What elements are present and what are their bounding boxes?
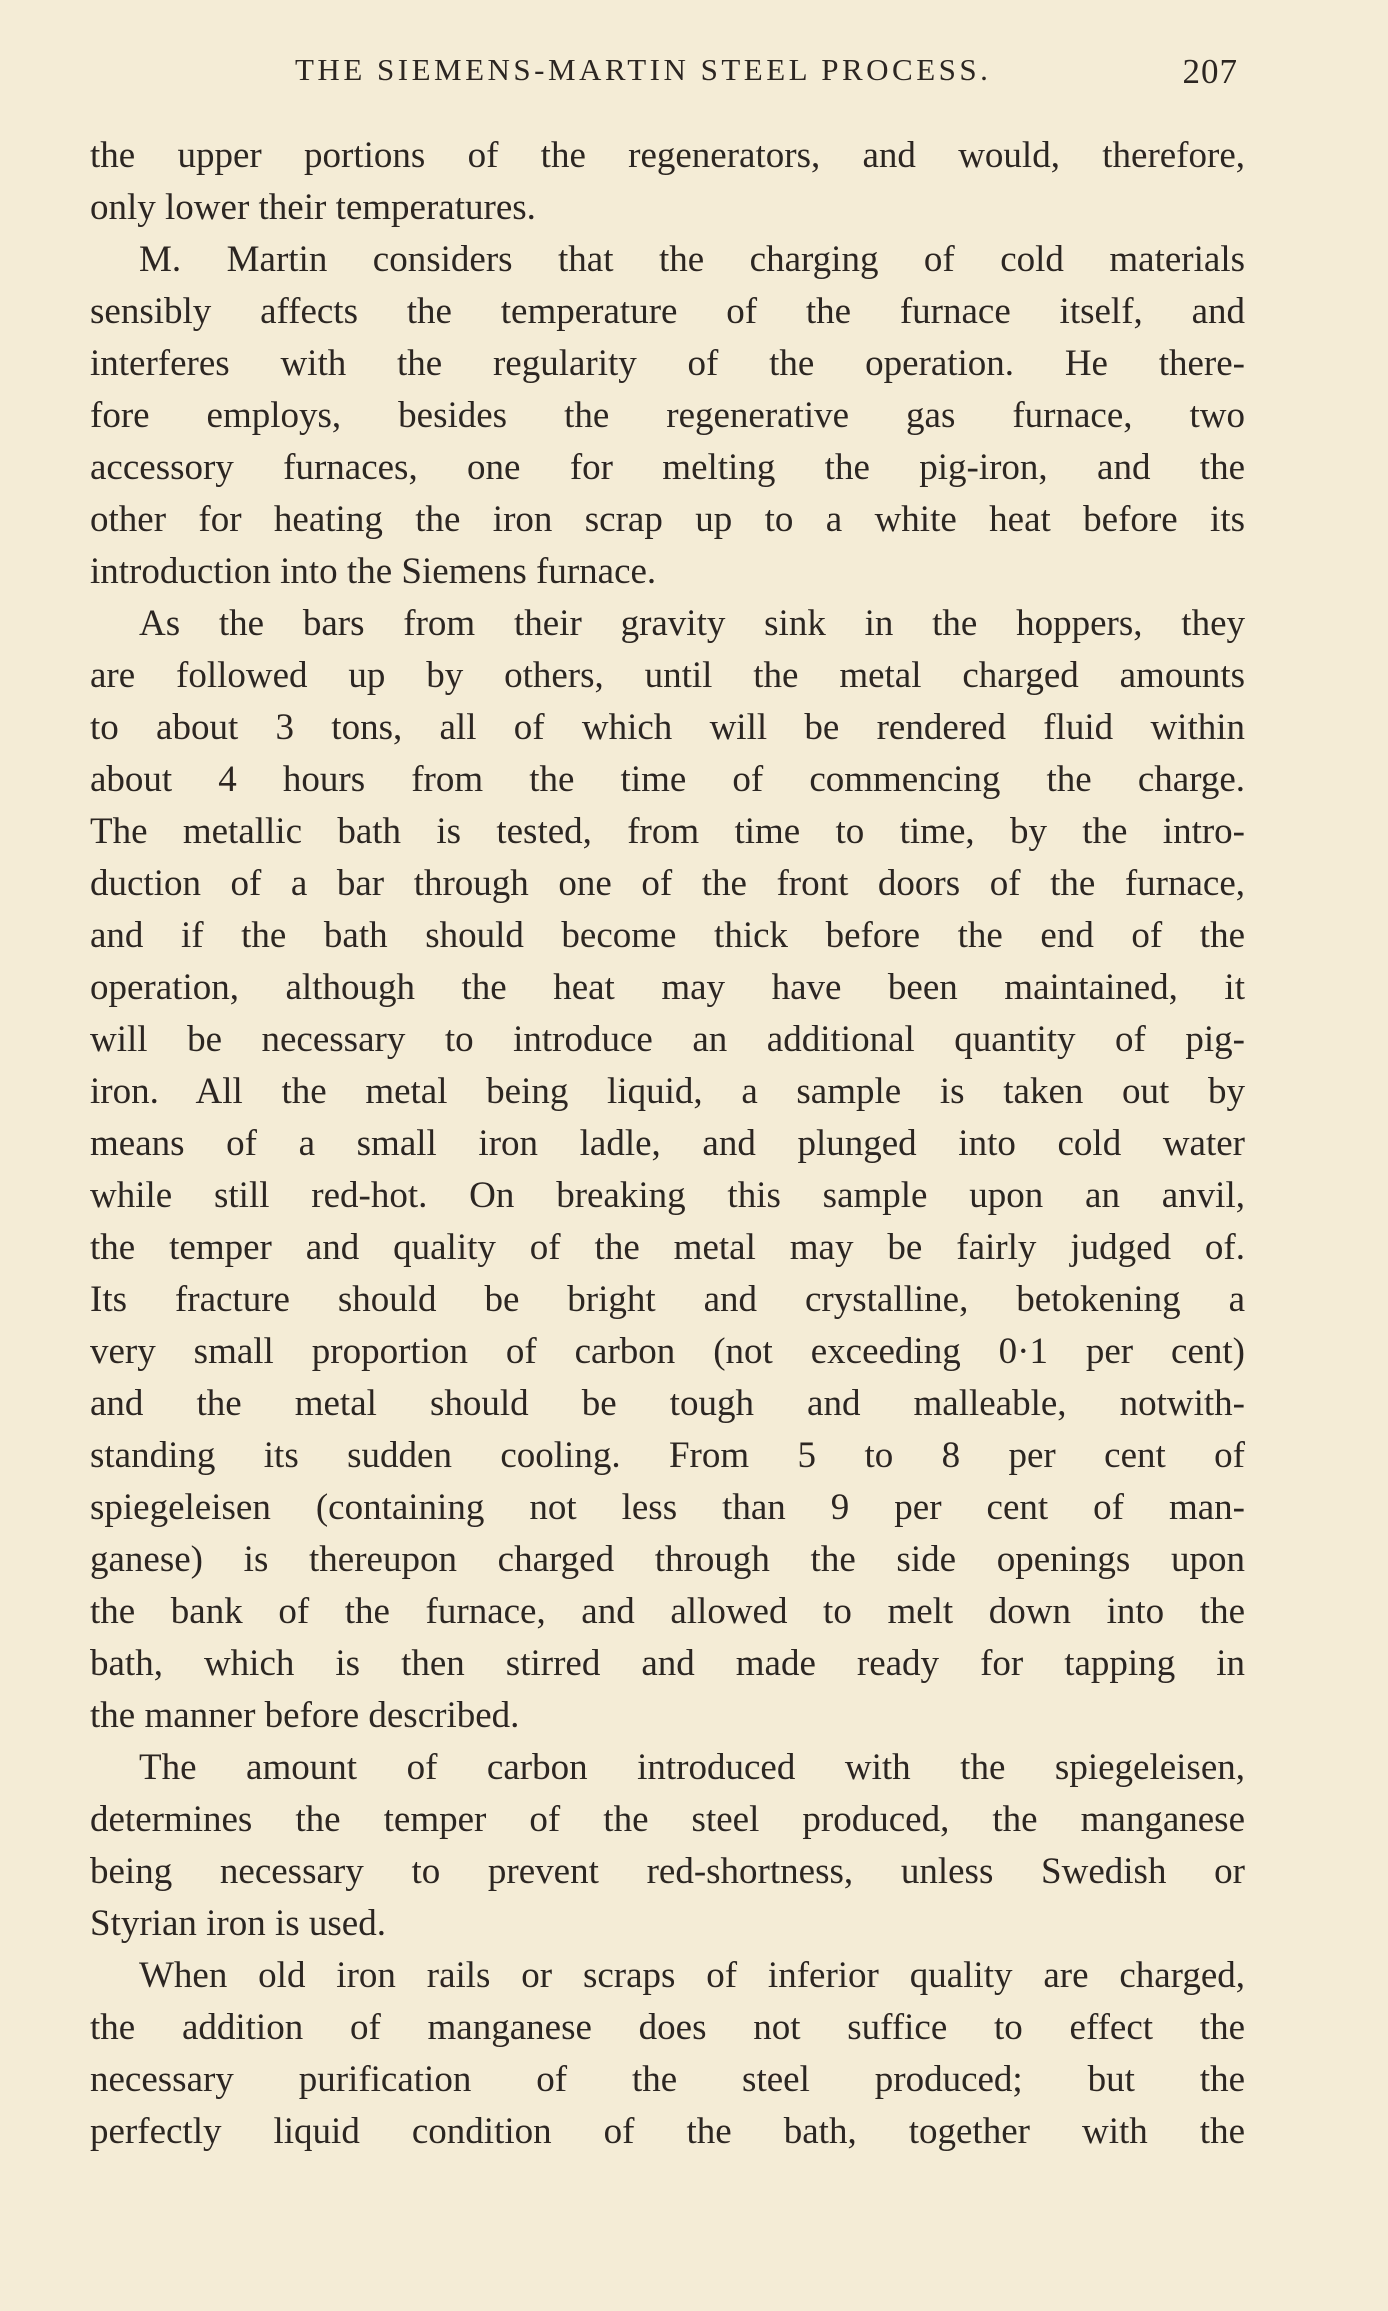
text-line: only lower their temperatures. <box>90 187 536 228</box>
text-line: sensibly affects the temperature of the furnace itself, and <box>90 291 1245 332</box>
running-header <box>90 52 1238 100</box>
text-line: The amount of carbon introduced with the spiegeleisen, <box>139 1747 1245 1788</box>
text-line: determines the temper of the steel produced, the manganese <box>90 1799 1245 1840</box>
text-line: perfectly liquid condition of the bath, together with the <box>90 2111 1245 2152</box>
text-line: means of a small iron ladle, and plunged into cold water <box>90 1123 1245 1164</box>
text-line: being necessary to prevent red-shortness, unless Swedish or <box>90 1851 1245 1892</box>
text-line: interferes with the regularity of the operation. He there- <box>90 343 1245 384</box>
text-line: accessory furnaces, one for melting the pig-iron, and the <box>90 447 1245 488</box>
text-line: the bank of the furnace, and allowed to melt down into the <box>90 1591 1245 1632</box>
body-text <box>90 130 1245 2158</box>
text-line: will be necessary to introduce an additional quantity of pig- <box>90 1019 1245 1060</box>
text-line: bath, which is then stirred and made ready for tapping in <box>90 1643 1245 1684</box>
text-line: ganese) is thereupon charged through the side openings upon <box>90 1539 1245 1580</box>
text-line: iron. All the metal being liquid, a sample is taken out by <box>90 1071 1245 1112</box>
text-line: while still red-hot. On breaking this sample upon an anvil, <box>90 1175 1245 1216</box>
text-line: operation, although the heat may have been maintained, it <box>90 967 1245 1008</box>
text-line: introduction into the Siemens furnace. <box>90 551 657 592</box>
text-line: The metallic bath is tested, from time to time, by the intro- <box>90 811 1245 852</box>
text-line: duction of a bar through one of the front doors of the furnace, <box>90 863 1245 904</box>
text-line: Its fracture should be bright and crystalline, betokening a <box>90 1279 1245 1320</box>
text-line: the upper portions of the regenerators, and would, therefore, <box>90 135 1245 176</box>
text-line: the temper and quality of the metal may be fairly judged of. <box>90 1227 1245 1268</box>
text-line: and the metal should be tough and malleable, notwith- <box>90 1383 1245 1424</box>
running-title: THE SIEMENS-MARTIN STEEL PROCESS. <box>295 52 992 87</box>
text-line: are followed up by others, until the metal charged amounts <box>90 655 1245 696</box>
text-line: As the bars from their gravity sink in the hoppers, they <box>139 603 1245 644</box>
text-line: other for heating the iron scrap up to a white heat before its <box>90 499 1245 540</box>
page-number: 207 <box>1182 52 1238 91</box>
text-line: about 4 hours from the time of commencing the charge. <box>90 759 1245 800</box>
text-line: and if the bath should become thick before the end of the <box>90 915 1245 956</box>
text-line: spiegeleisen (containing not less than 9 per cent of man- <box>90 1487 1245 1528</box>
text-line: Styrian iron is used. <box>90 1903 386 1944</box>
text-line: to about 3 tons, all of which will be rendered fluid within <box>90 707 1245 748</box>
text-line: fore employs, besides the regenerative gas furnace, two <box>90 395 1245 436</box>
text-line: standing its sudden cooling. From 5 to 8 per cent of <box>90 1435 1245 1476</box>
text-line: When old iron rails or scraps of inferior quality are charged, <box>139 1955 1245 1996</box>
text-line: the manner before described. <box>90 1695 520 1736</box>
text-line: very small proportion of carbon (not exceeding 0·1 per cent) <box>90 1331 1245 1372</box>
text-line: necessary purification of the steel produced; but the <box>90 2059 1245 2100</box>
text-line: the addition of manganese does not suffice to effect the <box>90 2007 1245 2048</box>
text-line: M. Martin considers that the charging of cold materials <box>139 239 1245 280</box>
